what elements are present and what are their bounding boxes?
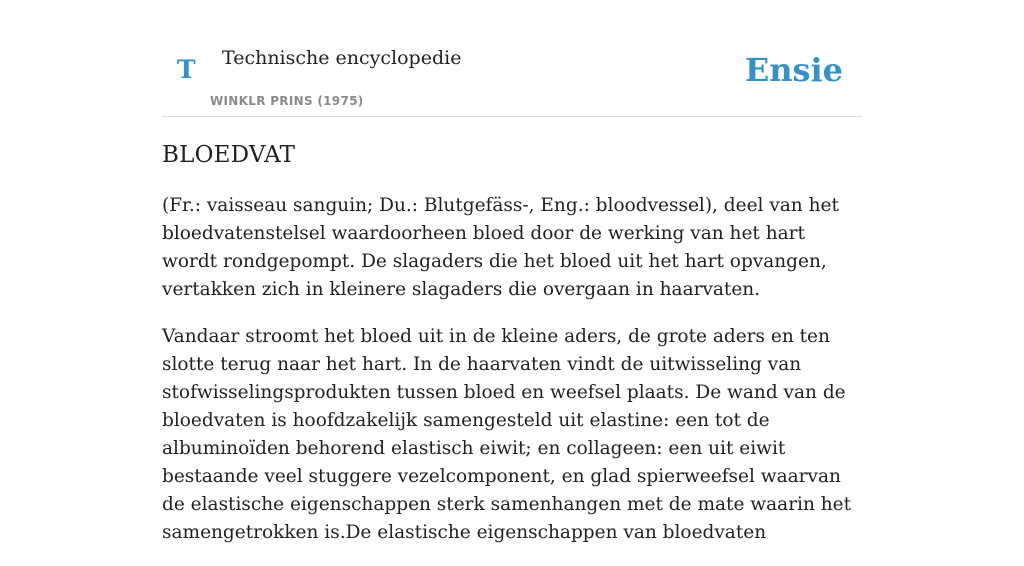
article-body — [162, 192, 862, 566]
encyclopedia-title-link[interactable]: Technische encyclopedie — [222, 47, 462, 69]
article-paragraph: (Fr.: vaisseau sanguin; Du.: Blutgefäss-, Eng.: bloodvessel), deel van het bloedvatenstelsel waardoorheen bloed door de werking van het hart wordt rondgepompt. De slagaders die het bloed uit het hart opvangen, vertakken zich in kleinere slagaders die overgaan in haarvaten. — [162, 195, 839, 300]
article-paragraph: Vandaar stroomt het bloed uit in de kleine aders, de grote aders en ten slotte terug naar het hart. In de haarvaten vindt de uitwisseling van stofwisselingsprodukten tussen bloed en weefsel plaats. De wand van de bloedvaten is hoofdzakelijk samengesteld uit elastine: een tot de albuminoïden behorend elastisch eiwit; en collageen: een uit eiwit bestaande veel stuggere vezelcomponent, en glad spierweefsel waarvan de elastische eigenschappen sterk samenhangen met de mate waarin het samengetrokken is.De elastische eigenschappen van bloedvaten — [162, 326, 852, 543]
page-header — [162, 0, 862, 117]
ensie-brand-logo[interactable]: Ensie — [744, 51, 843, 89]
article-title: BLOEDVAT — [162, 142, 296, 168]
encyclopedia-edition: WINKLR PRINS (1975) — [210, 94, 364, 108]
encyclopedia-logo-icon[interactable]: T — [177, 55, 196, 84]
